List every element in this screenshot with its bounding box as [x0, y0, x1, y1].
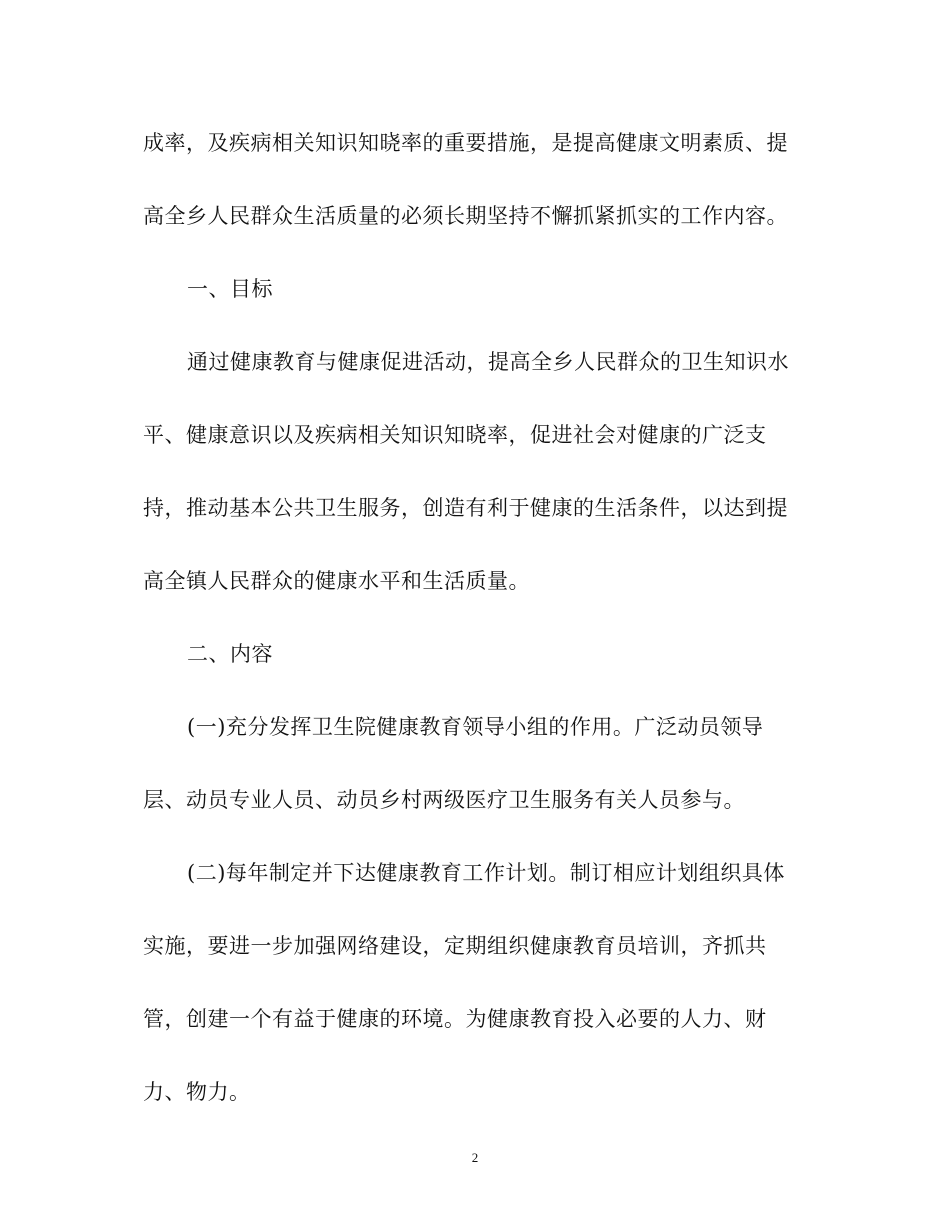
paragraph-line: 高全乡人民群众生活质量的必须长期坚持不懈抓紧抓实的工作内容。 — [143, 204, 788, 228]
paragraph-line: 通过健康教育与健康促进活动，提高全乡人民群众的卫生知识水 — [187, 350, 789, 374]
paragraph-line: (一)充分发挥卫生院健康教育领导小组的作用。广泛动员领导 — [187, 715, 764, 739]
page-number: 2 — [471, 1150, 479, 1165]
paragraph-line: 成率，及疾病相关知识知晓率的重要措施，是提高健康文明素质、提 — [143, 131, 788, 155]
section-heading-goal: 一、目标 — [187, 277, 273, 301]
paragraph-line: 持，推动基本公共卫生服务，创造有利于健康的生活条件，以达到提 — [143, 496, 788, 520]
paragraph-line: 高全镇人民群众的健康水平和生活质量。 — [143, 569, 530, 593]
paragraph-line: 平、健康意识以及疾病相关知识知晓率，促进社会对健康的广泛支 — [143, 423, 767, 447]
paragraph-line: (二)每年制定并下达健康教育工作计划。制订相应计划组织具体 — [187, 861, 785, 885]
section-heading-content: 二、内容 — [187, 642, 273, 666]
paragraph-line: 力、物力。 — [143, 1080, 251, 1104]
paragraph-line: 实施，要进一步加强网络建设，定期组织健康教育员培训，齐抓共 — [143, 934, 767, 958]
paragraph-line: 层、动员专业人员、动员乡村两级医疗卫生服务有关人员参与。 — [143, 788, 745, 812]
paragraph-line: 管，创建一个有益于健康的环境。为健康教育投入必要的人力、财 — [143, 1007, 767, 1031]
